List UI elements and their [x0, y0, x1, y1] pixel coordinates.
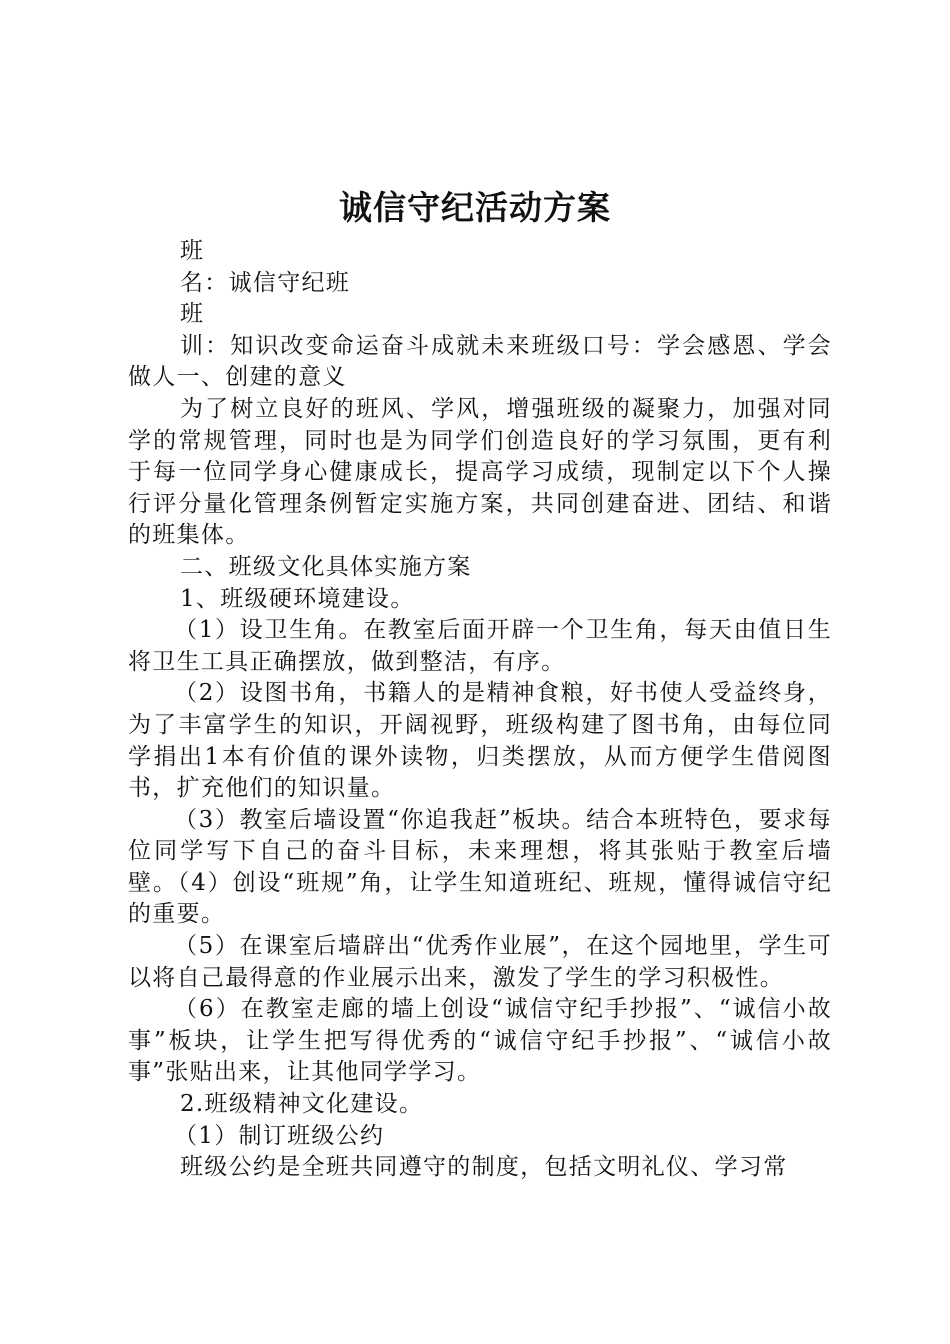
paragraph-item-6: （6）在教室走廊的墙上创设“诚信守纪手抄报”、“诚信小故事”板块，让学生把写得优秀的“诚信守纪手抄报”、“诚信小故事”张贴出来，让其他同学学习。 — [128, 996, 832, 1086]
section-heading-implementation: 二、班级文化具体实施方案 — [180, 553, 472, 580]
paragraph-item-5: （5）在课室后墙辟出“优秀作业展”，在这个园地里，学生可以将自己最得意的作业展示出来，激发了学生的学习积极性。 — [128, 933, 832, 991]
paragraph-motto-label: 班 — [180, 301, 205, 328]
paragraph-item-3-4: （3）教室后墙设置“你追我赶”板块。结合本班特色，要求每位同学写下自己的奋斗目标，未来理想，将其张贴于教室后墙壁。（4）创设“班规”角，让学生知道班纪、班规，懂得诚信守纪的重要。 — [128, 806, 832, 928]
paragraph-motto: 训：知识改变命运奋斗成就未来班级口号：学会感恩、学会做人一、创建的意义 — [128, 332, 832, 391]
paragraph-convention-heading: （1）制订班级公约 — [174, 1122, 385, 1149]
subheading-hard-environment: 1、班级硬环境建设。 — [180, 585, 415, 612]
document-body — [128, 236, 832, 1184]
paragraph-purpose: 为了树立良好的班风、学风，增强班级的凝聚力，加强对同学的常规管理，同时也是为同学们创造良好的学习氛围，更有利于每一位同学身心健康成长，提高学习成绩，现制定以下个人操行评分量化管理条例暂定实施方案，共同创建奋进、团结、和谐的班集体。 — [128, 395, 832, 549]
paragraph-class-name: 名：诚信守纪班 — [180, 269, 351, 296]
subheading-spirit-culture: 2.班级精神文化建设。 — [180, 1091, 424, 1118]
paragraph-class-label: 班 — [180, 238, 205, 264]
paragraph-item-2: （2）设图书角，书籍人的是精神食粮，好书使人受益终身，为了丰富学生的知识，开阔视野，班级构建了图书角，由每位同学捐出1本有价值的课外读物，归类摆放，从而方便学生借阅图书，扩充他们的知识量。 — [128, 680, 832, 802]
document-title: 诚信守纪活动方案 — [339, 188, 611, 227]
paragraph-convention: 班级公约是全班共同遵守的制度，包括文明礼仪、学习常 — [180, 1154, 788, 1181]
paragraph-item-1: （1）设卫生角。在教室后面开辟一个卫生角，每天由值日生将卫生工具正确摆放，做到整洁，有序。 — [128, 617, 832, 675]
